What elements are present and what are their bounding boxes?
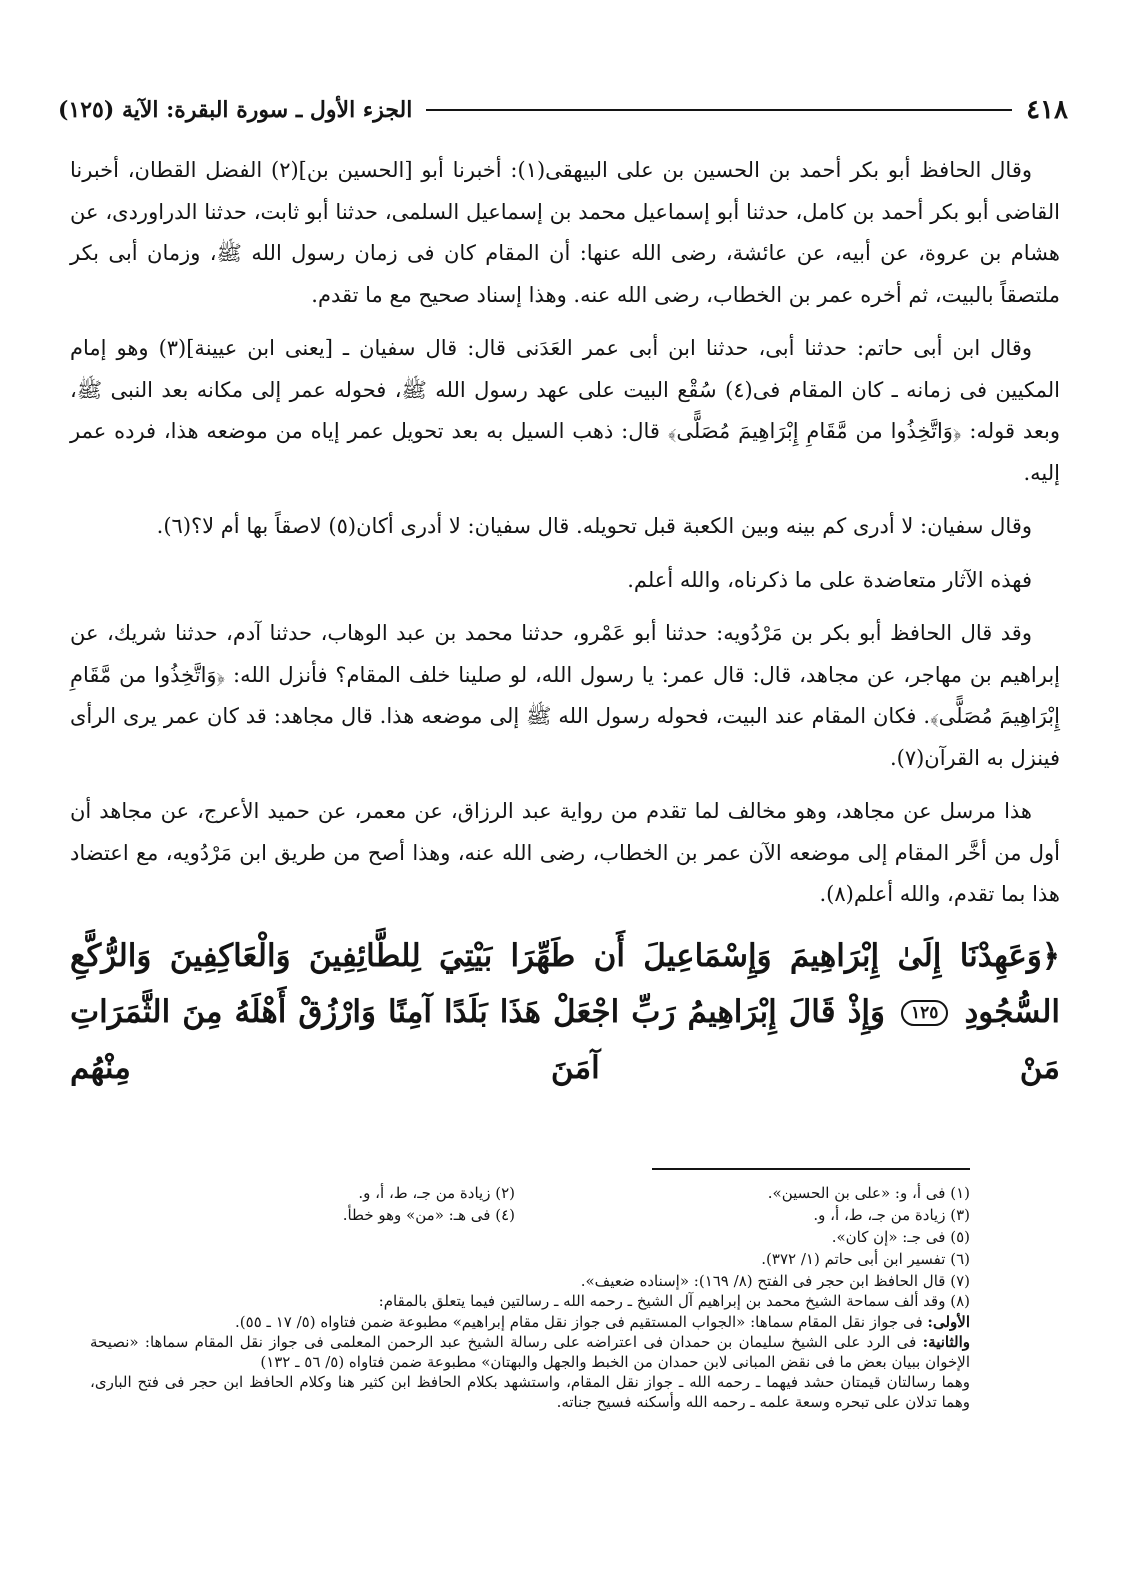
quran-verse-part-1: ﴿وَعَهِدْنَا إِلَىٰ إِبْرَاهِيمَ وَإِسْمَاعِيلَ أَن طَهِّرَا بَيْتِيَ لِلطَّائِفِينَ وَالْعَاكِفِينَ وَالرُّكَّعِ السُّجُودِ: [70, 937, 1060, 1030]
footnote-8-first: [90, 1312, 970, 1332]
footnote-8-second-text: فى الرد على الشيخ سليمان بن حمدان فى اعتراضه على رسالة الشيخ عبد الرحمن المعلمى فى جواز نقل المقام سماها: «نصيحة الإخوان ببيان بعض ما فى نقض المبانى لابن حمدان من الخبط والجهل والبهتان» مطبوعة ضمن فتاواه (٥/ ٥٦ ـ ١٣٢): [90, 1332, 970, 1371]
paragraph-3: وقال سفيان: لا أدرى كم بينه وبين الكعبة قبل تحويله. قال سفيان: لا أدرى أكان(٥) لاصقاً بها أم لا؟(٦).: [156, 514, 1032, 538]
footnote-rule: [652, 1168, 970, 1170]
footnote-7: (٧) قال الحافظ ابن حجر فى الفتح (٨/ ١٦٩): «إسناده ضعيف».: [580, 1272, 970, 1290]
paragraph-4: فهذه الآثار متعاضدة على ما ذكرناه، والله أعلم.: [627, 567, 1032, 592]
footnote-8-first-label: الأولى:: [927, 1312, 970, 1331]
page-number: ٤١٨: [1026, 95, 1068, 125]
footnote-8-second-label: والثانية:: [922, 1332, 970, 1351]
footnote-8: (٨) وقد ألف سماحة الشيخ محمد بن إبراهيم آل الشيخ ـ رحمه الله ـ رسالتين فيما يتعلق بالمقام:: [378, 1292, 970, 1310]
footnote-4: (٤) فى هـ: «من» وهو خطأ.: [342, 1206, 515, 1224]
paragraph-5: وقد قال الحافظ أبو بكر بن مَرْدُويه: حدثنا أبو عَمْرو، حدثنا محمد بن عبد الوهاب، حدثنا آدم، حدثنا شريك، عن إبراهيم بن مهاجر، عن مجاهد، قال: قال عمر: يا رسول الله، لو صلينا خلف المقام؟ فأنزل الله: ﴿وَاتَّخِذُوا من مَّقَامِ إِبْرَاهِيمَ مُصَلًّى﴾. فكان المقام عند البيت، فحوله رسول الله ﷺ إلى موضعه هذا. قال مجاهد: قد كان عمر يرى الرأى فينزل به القرآن(٧).: [70, 621, 1060, 770]
footnote-2: (٢) زيادة من جـ، ط، أ، و.: [358, 1184, 515, 1202]
footnotes: [90, 1182, 970, 1412]
footnote-6: (٦) تفسير ابن أبى حاتم (١/ ٣٧٢).: [761, 1250, 970, 1268]
paragraph-6: هذا مرسل عن مجاهد، وهو مخالف لما تقدم من رواية عبد الرزاق، عن معمر، عن حميد الأعرج، عن مجاهد أن أول من أخَّر المقام إلى موضعه الآن عمر بن الخطاب، رضى الله عنه، وهذا أصح من طريق ابن مَرْدُويه، مع اعتضاد هذا بما تقدم، والله أعلم(٨).: [70, 799, 1060, 906]
footnote-5: (٥) فى جـ: «إن كان».: [831, 1228, 970, 1246]
header-rule: [426, 109, 1012, 111]
footnote-8-closing: وهما رسالتان قيمتان حشد فيهما ـ رحمه الله ـ جواز نقل المقام، واستشهد بكلام الحافظ ابن كثير هنا وكلام الحافظ ابن حجر فى فتح البارى، وهما تدلان على تبحره وسعة علمه ـ رحمه الله وأسكنه فسيح جناته.: [90, 1372, 970, 1411]
footnote-1: (١) فى أ، و: «على بن الحسين».: [767, 1184, 970, 1202]
footnote-8-second: [90, 1332, 970, 1372]
quran-verse: [70, 928, 1060, 1096]
aya-number-badge: ١٢٥: [901, 1000, 948, 1026]
footnotes-short: [90, 1182, 970, 1226]
running-title: الجزء الأول ـ سورة البقرة: الآية (١٢٥): [58, 97, 413, 123]
main-text: [70, 150, 1060, 1096]
paragraph-1: وقال الحافظ أبو بكر أحمد بن الحسين بن على البيهقى(١): أخبرنا أبو [الحسين بن](٢) الفضل القطان، أخبرنا القاضى أبو بكر أحمد بن كامل، حدثنا أبو إسماعيل محمد بن إسماعيل السلمى، حدثنا أبو ثابت، حدثنا الدراوردى، عن هشام بن عروة، عن أبيه، عن عائشة، رضى الله عنها: أن المقام كان فى زمان رسول الله ﷺ، وزمان أبى بكر ملتصقاً بالبيت، ثم أخره عمر بن الخطاب، رضى الله عنه. وهذا إسناد صحيح مع ما تقدم.: [70, 158, 1060, 307]
paragraph-2: وقال ابن أبى حاتم: حدثنا أبى، حدثنا ابن أبى عمر العَدَنى قال: قال سفيان ـ [يعنى ابن عيينة](٣) وهو إمام المكيين فى زمانه ـ كان المقام فى(٤) سُقْع البيت على عهد رسول الله ﷺ، فحوله عمر إلى مكانه بعد النبى ﷺ، وبعد قوله: ﴿وَاتَّخِذُوا من مَّقَامِ إِبْرَاهِيمَ مُصَلًّى﴾ قال: ذهب السيل به بعد تحويل عمر إياه من موضعه هذا، فرده عمر إليه.: [70, 336, 1061, 485]
footnote-3: (٣) زيادة من جـ، ط، أ، و.: [813, 1206, 970, 1224]
quran-verse-part-2: وَإِذْ قَالَ إِبْرَاهِيمُ رَبِّ اجْعَلْ هَذَا بَلَدًا آمِنًا وَارْزُقْ أَهْلَهُ مِنَ الثَّمَرَاتِ مَنْ آمَنَ مِنْهُم: [70, 993, 1060, 1086]
page-header: [58, 92, 1068, 128]
footnote-8-first-text: فى جواز نقل المقام سماها: «الجواب المستقيم فى جواز نقل مقام إبراهيم» مطبوعة ضمن فتاواه (٥/ ١٧ ـ ٥٥).: [235, 1312, 923, 1331]
